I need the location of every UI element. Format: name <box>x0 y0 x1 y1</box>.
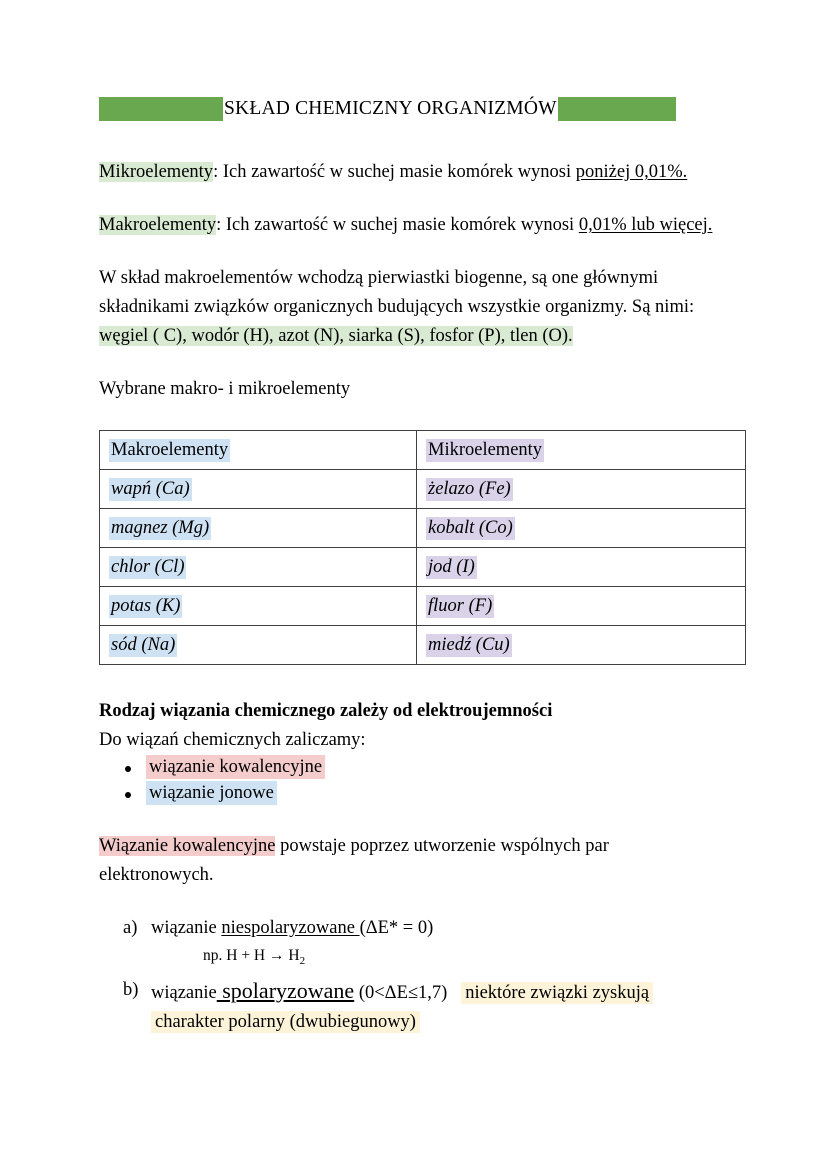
table-cell-micro-label: kobalt (Co) <box>428 517 513 538</box>
table-cell-micro-label: fluor (F) <box>428 595 493 616</box>
type-a-underlined: niespolaryzowane <box>221 918 360 938</box>
table-cell-micro <box>417 587 746 626</box>
list-item <box>99 976 721 1037</box>
document-content <box>99 96 721 1039</box>
micro-definition-text: : Ich zawartość w suchej masie komórek wynosi <box>213 162 576 182</box>
bond-item-ionic-label: wiązanie jonowe <box>146 781 277 805</box>
table-header-macro-label: Makroelementy <box>111 439 229 460</box>
title-highlight-bar-right <box>558 97 676 121</box>
table-cell-micro <box>417 626 746 665</box>
covalent-bond-paragraph <box>99 832 721 890</box>
term-makroelementy: Makroelementy <box>99 215 217 235</box>
term-wiazanie-kowalencyjne: Wiązanie kowalencyjne <box>99 836 276 856</box>
table-cell-micro <box>417 470 746 509</box>
table-cell-macro <box>100 509 417 548</box>
list-item <box>99 914 721 974</box>
list-marker-b: b) <box>123 980 139 1001</box>
biogenic-elements-paragraph <box>99 264 721 351</box>
title-highlight-bar-left <box>99 97 223 121</box>
bonds-intro: Do wiązań chemicznych zaliczamy: <box>99 730 366 750</box>
definition-macroelements <box>99 211 721 240</box>
elements-table <box>99 430 746 665</box>
table-cell-micro <box>417 509 746 548</box>
type-a-example-text: np. H + H → H <box>203 947 300 964</box>
term-mikroelementy: Mikroelementy <box>99 162 214 182</box>
biogenic-elements-list: węgiel ( C), wodór (H), azot (N), siarka (S), fosfor (P), tlen (O). <box>99 326 573 346</box>
type-b-note-line2: charakter polarny (dwubiegunowy) <box>151 1011 420 1033</box>
page-title-text: SKŁAD CHEMICZNY ORGANIZMÓW <box>224 98 557 119</box>
table-row <box>100 587 746 626</box>
type-b-lead: wiązanie <box>151 983 217 1004</box>
type-a-example <box>151 943 721 974</box>
type-a-lead: wiązanie <box>151 918 222 938</box>
table-cell-macro <box>100 626 417 665</box>
macro-definition-underlined: 0,01% lub więcej. <box>578 215 713 235</box>
table-cell-macro-label: sód (Na) <box>111 634 176 655</box>
table-cell-macro-label: magnez (Mg) <box>111 517 210 538</box>
list-item <box>99 781 721 806</box>
type-b-note-line1: niektóre związki zyskują <box>461 982 653 1004</box>
table-caption: Wybrane makro- i mikroelementy <box>99 379 351 399</box>
type-a-formula: (ΔE* = 0) <box>359 918 434 938</box>
type-b-underlined: spolaryzowane <box>216 978 355 1004</box>
table-cell-macro-label: wapń (Ca) <box>111 478 190 499</box>
table-row <box>100 431 746 470</box>
table-cell-micro-label: żelazo (Fe) <box>428 478 511 499</box>
bonds-list <box>99 755 721 806</box>
bond-item-covalent-label: wiązanie kowalencyjne <box>146 755 325 779</box>
table-cell-micro <box>417 548 746 587</box>
table-header-micro-label: Mikroelementy <box>428 439 543 460</box>
list-item <box>99 755 721 780</box>
table-row <box>100 509 746 548</box>
table-row <box>100 470 746 509</box>
table-row <box>100 548 746 587</box>
type-b-formula: (0<ΔE≤1,7) <box>354 983 448 1004</box>
table-header-cell-macro <box>100 431 417 470</box>
table-header-cell-micro <box>417 431 746 470</box>
table-cell-macro <box>100 548 417 587</box>
micro-definition-underlined: poniżej 0,01%. <box>575 162 688 182</box>
macro-definition-text: : Ich zawartość w suchej masie komórek wynosi <box>216 215 579 235</box>
elements-table-body <box>100 431 746 665</box>
table-cell-macro <box>100 470 417 509</box>
table-cell-micro-label: miedź (Cu) <box>428 634 510 655</box>
table-cell-macro <box>100 587 417 626</box>
bonds-heading: Rodzaj wiązania chemicznego zależy od elektroujemności <box>99 701 553 721</box>
table-row <box>100 626 746 665</box>
biogenic-lead-text: W skład makroelementów wchodzą pierwiastki biogenne, są one głównymi składnikami związków organicznych budujących wszystkie organizmy. Są nimi: <box>99 268 695 317</box>
covalent-description-text: powstaje poprzez utworzenie wspólnych par elektronowych. <box>99 836 609 885</box>
page-title <box>99 96 721 122</box>
table-cell-macro-label: chlor (Cl) <box>111 556 185 577</box>
type-a-example-subscript: 2 <box>299 955 306 968</box>
list-marker-a: a) <box>123 918 138 938</box>
bond-types-list <box>99 914 721 1037</box>
table-cell-micro-label: jod (I) <box>428 556 475 577</box>
definition-microelements <box>99 158 721 187</box>
table-cell-macro-label: potas (K) <box>111 595 181 616</box>
